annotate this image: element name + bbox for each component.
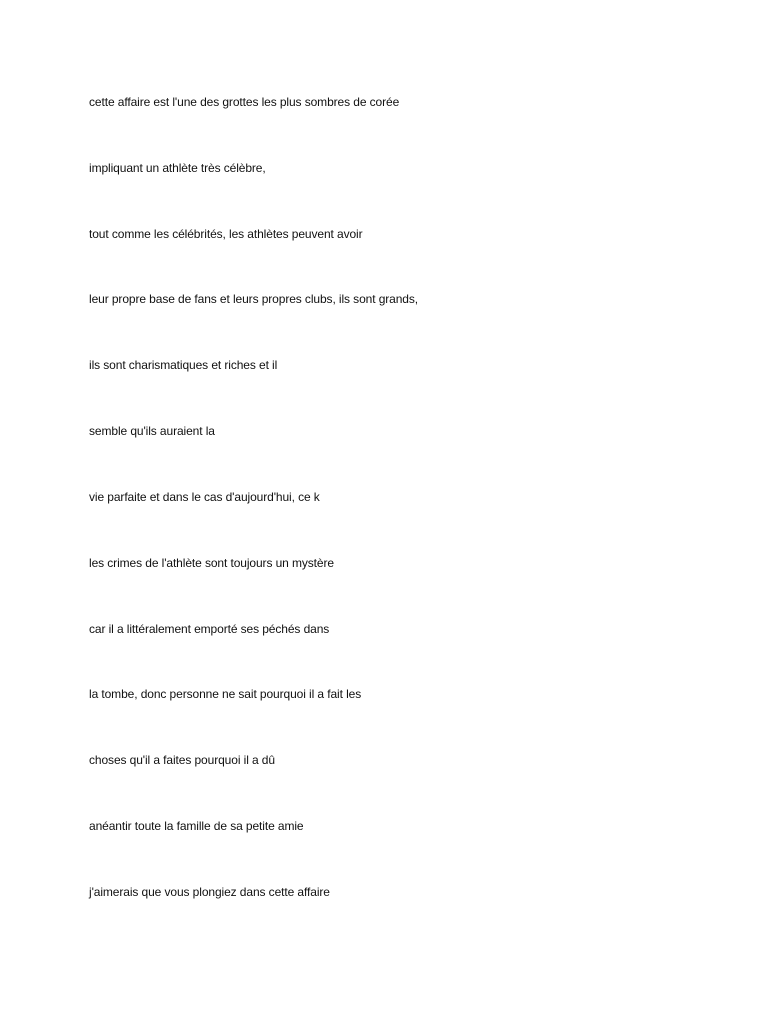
text-line: ils sont charismatiques et riches et il [89, 358, 278, 372]
text-line: cette affaire est l'une des grottes les plus sombres de corée [89, 95, 400, 109]
text-line: semble qu'ils auraient la [89, 424, 215, 438]
text-line: car il a littéralement emporté ses péchés dans [89, 622, 330, 636]
text-line: vie parfaite et dans le cas d'aujourd'hui, ce k [89, 490, 320, 504]
text-line: leur propre base de fans et leurs propres clubs, ils sont grands, [89, 292, 419, 306]
text-line: la tombe, donc personne ne sait pourquoi il a fait les [89, 687, 362, 701]
text-line: impliquant un athlète très célèbre, [89, 161, 266, 175]
text-line: choses qu'il a faites pourquoi il a dû [89, 753, 275, 767]
text-line: tout comme les célébrités, les athlètes peuvent avoir [89, 227, 363, 241]
text-line: les crimes de l'athlète sont toujours un mystère [89, 556, 334, 570]
text-line: anéantir toute la famille de sa petite amie [89, 819, 304, 833]
text-line: j'aimerais que vous plongiez dans cette affaire [89, 885, 330, 899]
